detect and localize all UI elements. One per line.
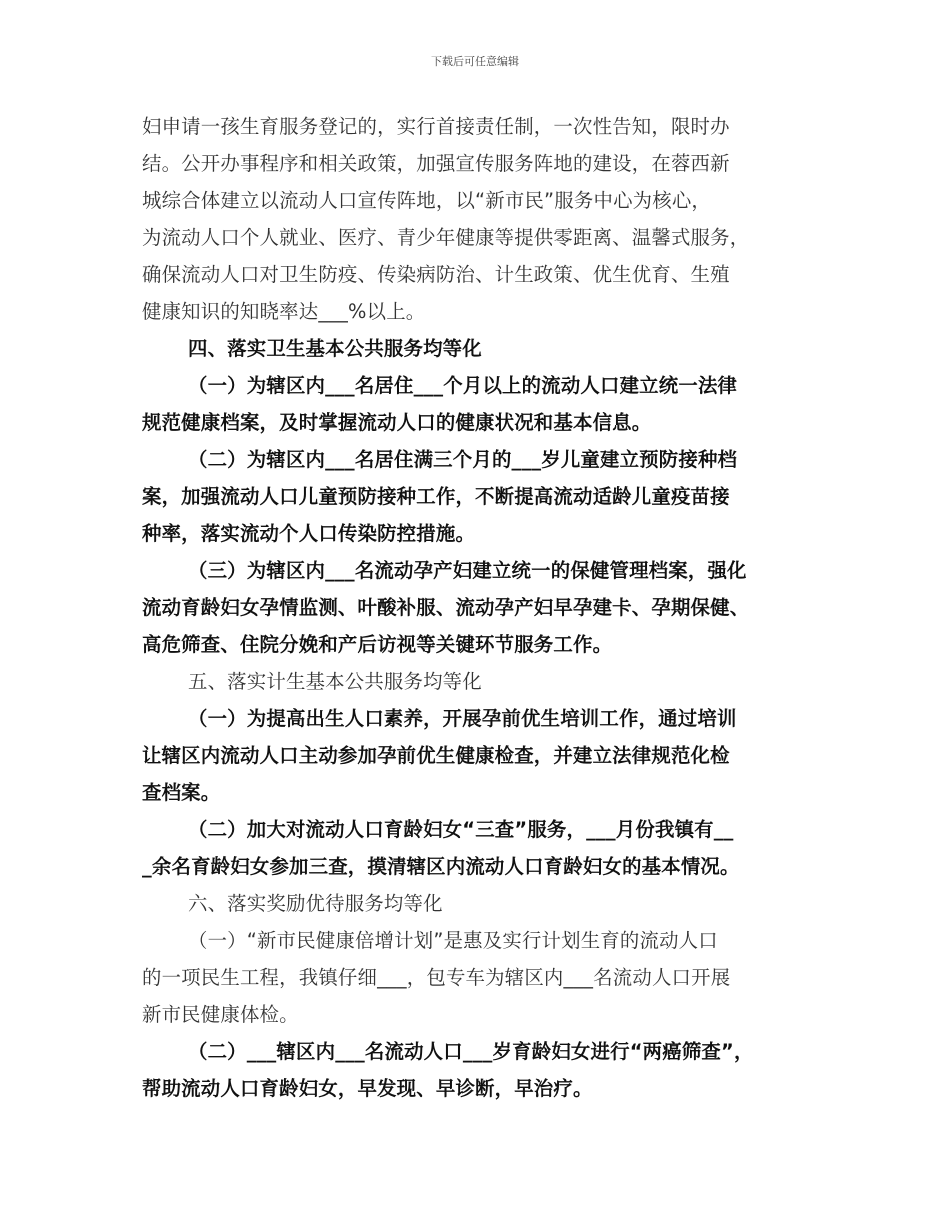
text-line: 让辖区内流动人口主动参加孕前优生健康检查，并建立法律规范化检 [142,744,730,767]
text-line: （二）加大对流动人口育龄妇女“三查”服务，___月份我镇有__ [188,818,734,841]
text-line: _余名育龄妇女参加三查，摸清辖区内流动人口育龄妇女的基本情况。 [142,855,740,878]
text-line: 流动育龄妇女孕情监测、叶酸补服、流动孕产妇早孕建卡、孕期保健、 [142,596,750,619]
text-line: 结。公开办事程序和相关政策，加强宣传服务阵地的建设，在蓉西新 [142,152,730,175]
document-body [142,108,842,1107]
text-line: 规范健康档案，及时掌握流动人口的健康状况和基本信息。 [142,411,652,434]
text-line: 城综合体建立以流动人口宣传阵地，以“新市民”服务中心为核心， [142,189,712,212]
text-line: 高危筛查、住院分娩和产后访视等关键环节服务工作。 [142,633,613,656]
text-line: （二）___辖区内___名流动人口___岁育龄妇女进行“两癌筛查”， [188,1040,754,1063]
text-line: （一）为提高出生人口素养，开展孕前优生培训工作，通过培训 [188,707,737,730]
text-line: 新市民健康体检。 [142,1003,299,1026]
text-line: 四、落实卫生基本公共服务均等化 [188,337,482,360]
text-line: 帮助流动人口育龄妇女，早发现、早诊断，早治疗。 [142,1077,593,1100]
text-line: 案，加强流动人口儿童预防接种工作，不断提高流动适龄儿童疫苗接 [142,485,730,508]
text-line: 查档案。 [142,781,221,804]
text-line: 种率，落实流动个人口传染防控措施。 [142,522,476,545]
text-line: 健康知识的知晓率达___%以上。 [142,300,426,323]
text-line: （三）为辖区内___名流动孕产妇建立统一的保健管理档案，强化 [188,559,747,582]
text-line: （一）“新市民健康倍增计划”是惠及实行计划生育的流动人口 [188,929,718,952]
page-header: 下载后可任意编辑 [431,55,519,68]
text-line: 妇申请一孩生育服务登记的，实行首接责任制，一次性告知，限时办 [142,115,730,138]
text-line: 五、落实计生基本公共服务均等化 [188,670,482,693]
text-line: （一）为辖区内___名居住___个月以上的流动人口建立统一法律 [188,374,738,397]
text-line: 确保流动人口对卫生防疫、传染病防治、计生政策、优生优育、生殖 [142,263,730,286]
text-line: 六、落实奖励优待服务均等化 [188,892,443,915]
text-line: （二）为辖区内___名居住满三个月的___岁儿童建立预防接种档 [188,448,738,471]
text-line: 为流动人口个人就业、医疗、青少年健康等提供零距离、温馨式服务， [142,226,750,249]
text-line: 的一项民生工程，我镇仔细___，包专车为辖区内___名流动人口开展 [142,966,731,989]
